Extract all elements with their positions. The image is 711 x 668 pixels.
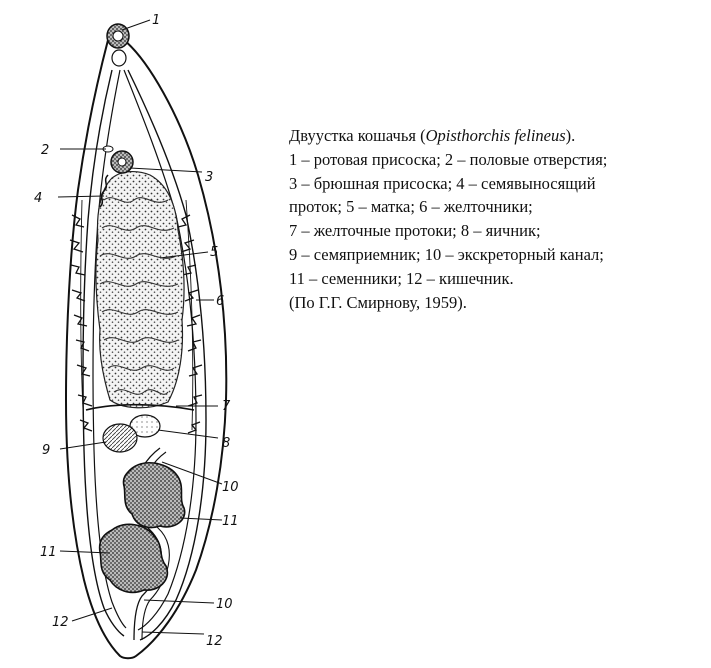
caption-title: Двуустка кошачья (Opisthorchis felineus). <box>289 126 576 145</box>
label-testis-anterior: 11 <box>222 514 239 529</box>
label-oral-sucker: 1 <box>152 13 161 28</box>
label-seminal-receptacle: 9 <box>42 443 51 458</box>
caption-source: (По Г.Г. Смирнову, 1959). <box>289 292 467 312</box>
caption-line: 9 – семяприемник; 10 – экскреторный канал; <box>289 244 604 264</box>
label-excretory-canal-upper: 10 <box>222 480 239 495</box>
caption-line: 11 – семенники; 12 – кишечник. <box>289 268 514 288</box>
ventral-sucker <box>111 151 133 173</box>
label-uterus: 5 <box>210 245 219 260</box>
label-vitelline-glands: 6 <box>216 294 225 309</box>
label-vitelline-ducts: 7 <box>222 399 231 414</box>
caption-line: проток; 5 – матка; 6 – желточники; <box>289 197 533 217</box>
label-seminal-duct: 4 <box>34 191 43 206</box>
label-excretory-canal-lower: 10 <box>216 597 233 612</box>
figure-caption <box>289 124 704 314</box>
label-testis-posterior: 11 <box>40 545 57 560</box>
oral-sucker <box>107 24 129 48</box>
uterus <box>96 172 184 408</box>
label-ovary: 8 <box>222 436 231 451</box>
caption-line: 1 – ротовая присоска; 2 – половые отверстия; <box>289 149 608 169</box>
caption-latin-name: Opisthorchis felineus <box>425 126 566 145</box>
label-intestine-left: 12 <box>52 615 69 630</box>
caption-line: 3 – брюшная присоска; 4 – семявыносящий <box>289 173 596 193</box>
caption-line: 7 – желточные протоки; 8 – яичник; <box>289 221 541 241</box>
seminal-receptacle <box>103 424 137 452</box>
label-intestine-right: 12 <box>206 634 223 649</box>
label-genital-pore: 2 <box>41 143 50 158</box>
pharynx <box>112 50 126 66</box>
label-ventral-sucker: 3 <box>205 170 214 185</box>
